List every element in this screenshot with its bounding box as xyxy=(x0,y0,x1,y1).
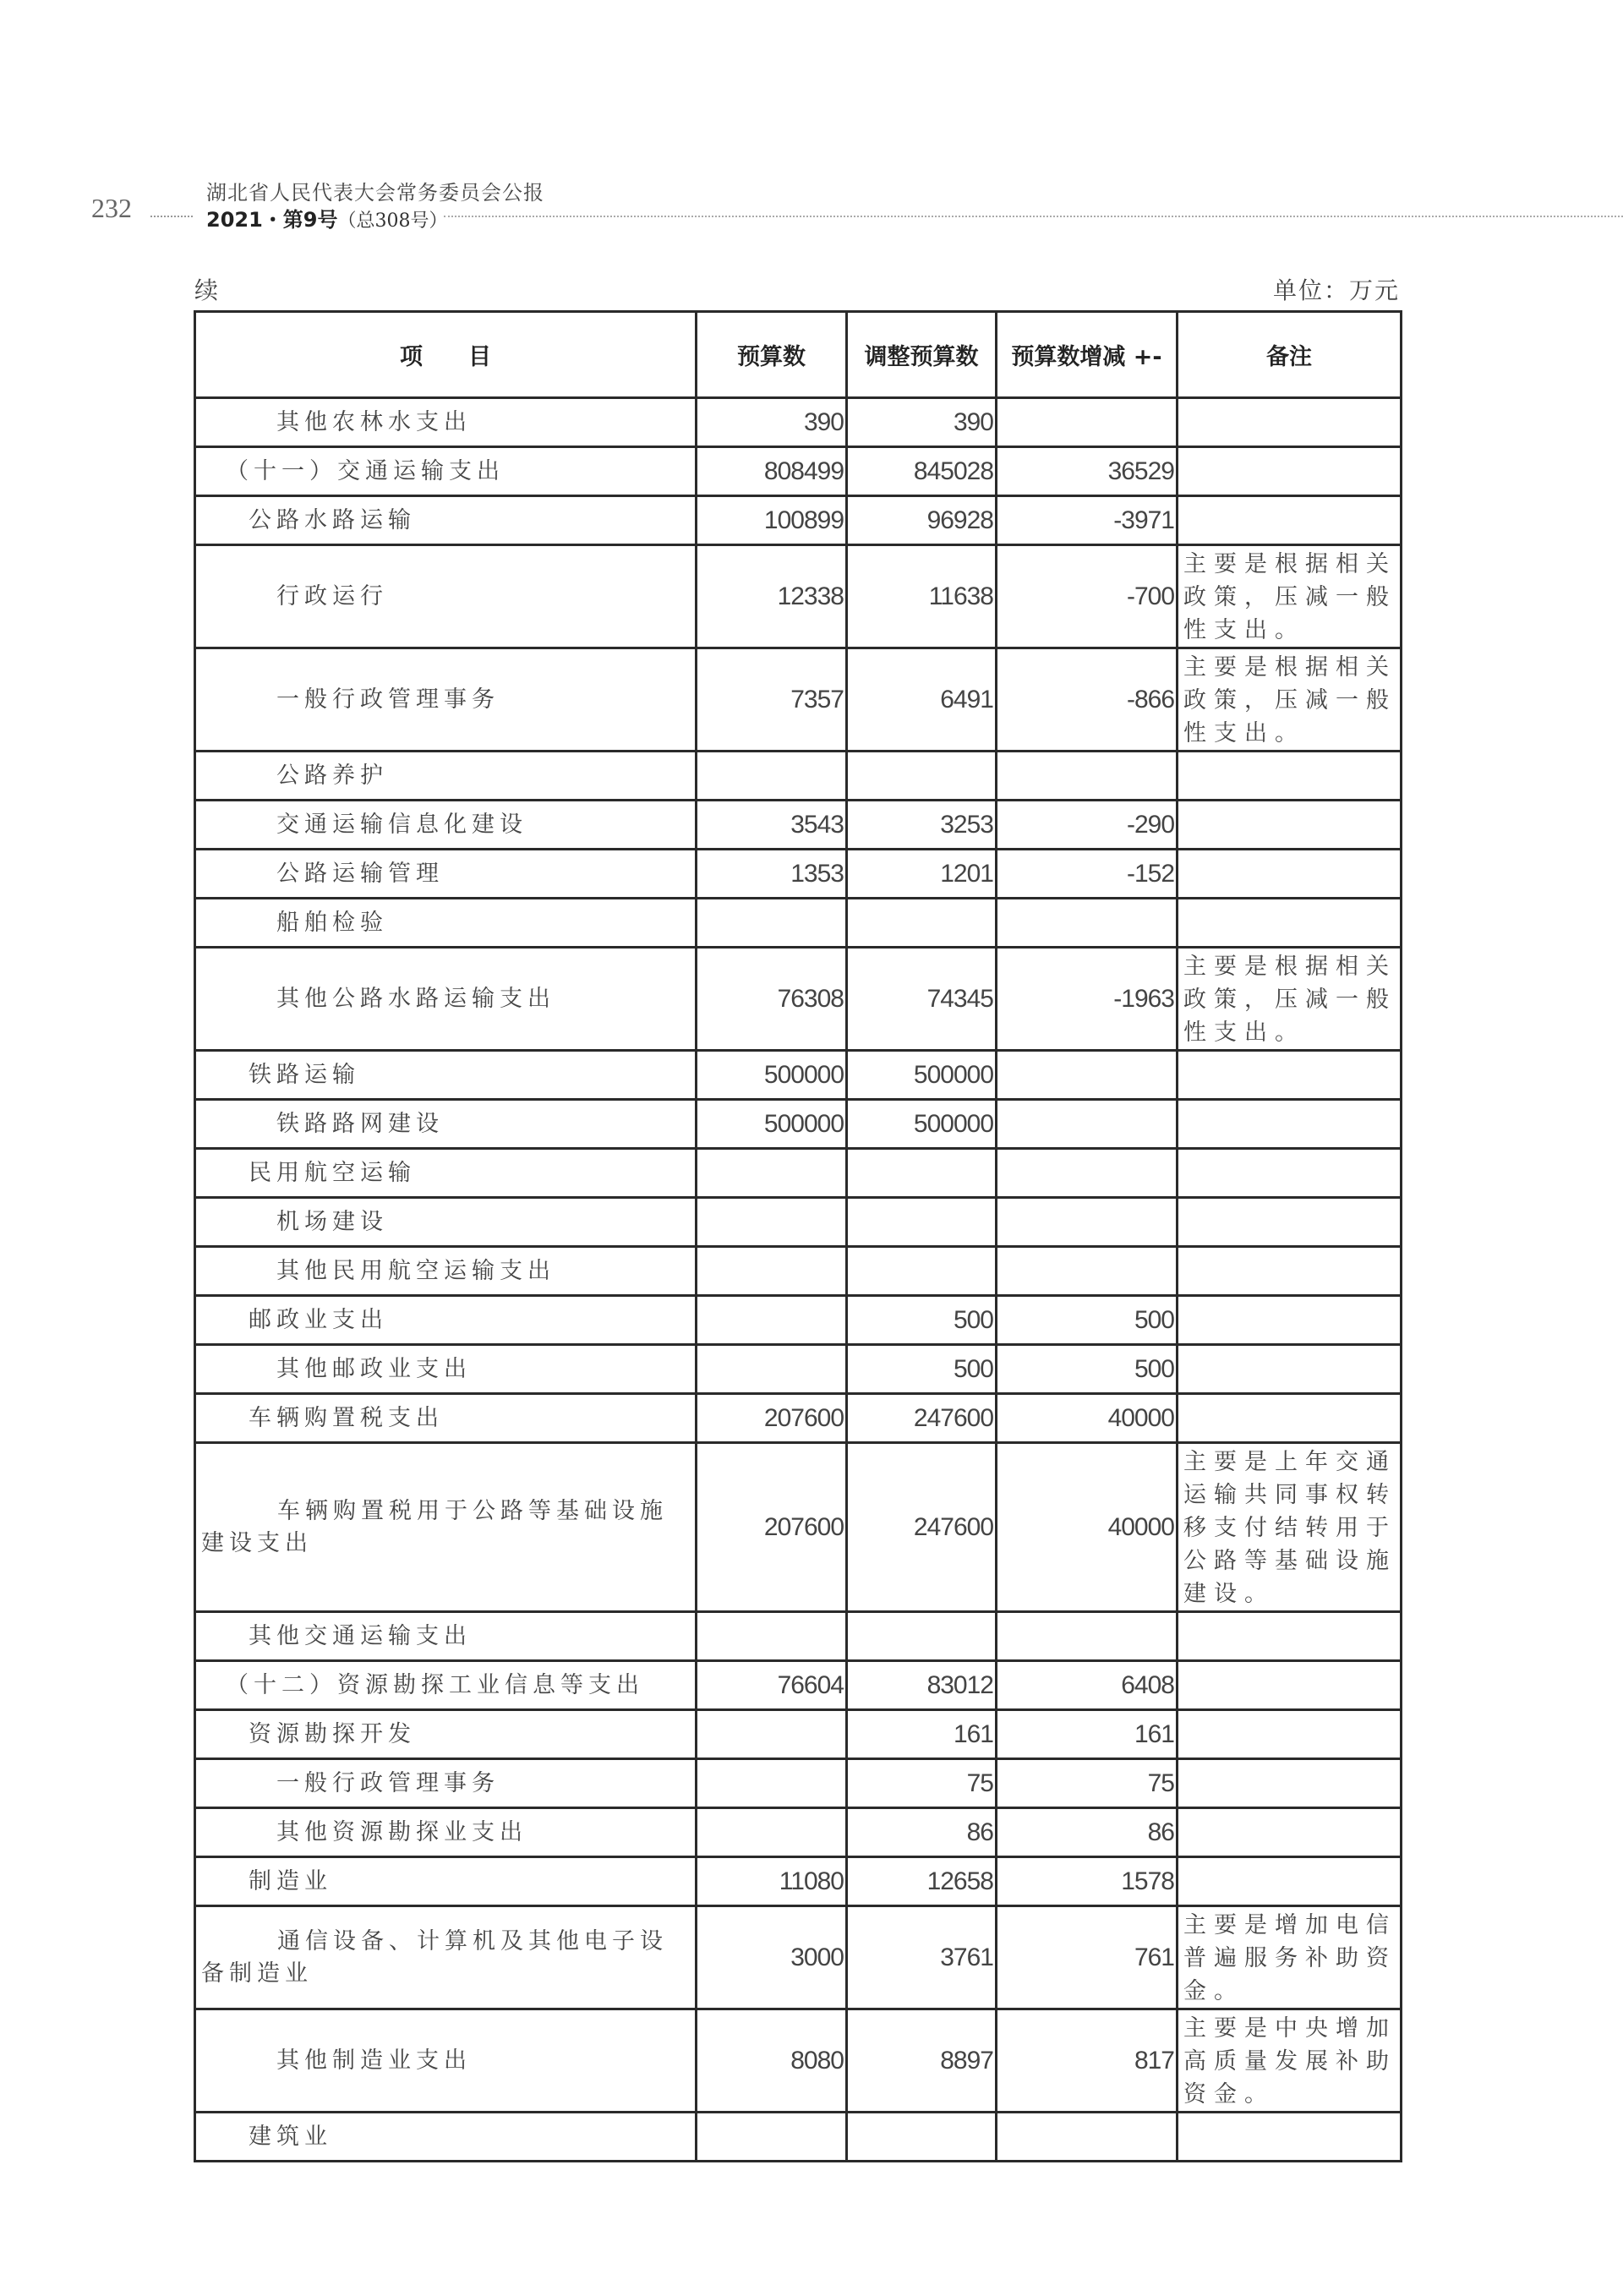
row-change-value: -866 xyxy=(997,648,1178,752)
col-header-adjusted: 调整预算数 xyxy=(847,312,997,398)
row-change-value: 86 xyxy=(997,1808,1178,1857)
table-row xyxy=(195,398,1402,447)
row-adjusted-value: 500000 xyxy=(847,1051,997,1100)
row-item-name: 其他资源勘探业支出 xyxy=(195,1808,697,1857)
row-adjusted-value xyxy=(847,752,997,801)
row-item-name: 交通运输信息化建设 xyxy=(195,801,697,850)
row-budget-value: 500000 xyxy=(697,1051,847,1100)
table-row xyxy=(195,1100,1402,1149)
table-row xyxy=(195,1857,1402,1906)
row-adjusted-value: 247600 xyxy=(847,1394,997,1443)
row-change-value: 500 xyxy=(997,1345,1178,1394)
row-budget-value xyxy=(697,899,847,948)
journal-title: 湖北省人民代表大会常务委员会公报 xyxy=(206,181,544,205)
row-adjusted-value: 8897 xyxy=(847,2009,997,2113)
row-budget-value: 207600 xyxy=(697,1394,847,1443)
row-change-value: 1578 xyxy=(997,1857,1178,1906)
table-row xyxy=(195,2009,1402,2113)
row-change-value: 40000 xyxy=(997,1394,1178,1443)
row-item-name: 其他制造业支出 xyxy=(195,2009,697,2113)
row-item-name: 建筑业 xyxy=(195,2113,697,2162)
table-row xyxy=(195,1051,1402,1100)
row-budget-value: 500000 xyxy=(697,1100,847,1149)
row-note xyxy=(1178,850,1402,899)
row-change-value: 36529 xyxy=(997,447,1178,496)
table-row xyxy=(195,948,1402,1051)
row-change-value xyxy=(997,1149,1178,1198)
row-budget-value xyxy=(697,1759,847,1808)
table-row xyxy=(195,648,1402,752)
row-budget-value xyxy=(697,1710,847,1759)
row-adjusted-value: 74345 xyxy=(847,948,997,1051)
row-budget-value: 207600 xyxy=(697,1443,847,1612)
row-adjusted-value xyxy=(847,2113,997,2162)
row-change-value xyxy=(997,1051,1178,1100)
row-budget-value xyxy=(697,1808,847,1857)
row-note xyxy=(1178,1100,1402,1149)
row-item-name: 一般行政管理事务 xyxy=(195,648,697,752)
row-change-value: -700 xyxy=(997,545,1178,648)
row-note xyxy=(1178,752,1402,801)
row-budget-value: 12338 xyxy=(697,545,847,648)
table-row xyxy=(195,1345,1402,1394)
row-adjusted-value xyxy=(847,899,997,948)
col-header-note: 备注 xyxy=(1178,312,1402,398)
row-item-name: 公路运输管理 xyxy=(195,850,697,899)
row-note: 主要是中央增加高质量发展补助资金。 xyxy=(1178,2009,1402,2113)
row-note xyxy=(1178,1149,1402,1198)
row-change-value: -1963 xyxy=(997,948,1178,1051)
row-change-value xyxy=(997,752,1178,801)
row-adjusted-value: 500000 xyxy=(847,1100,997,1149)
continued-label: 续 xyxy=(194,276,219,304)
table-row xyxy=(195,1612,1402,1661)
row-adjusted-value xyxy=(847,1247,997,1296)
issue-line xyxy=(206,203,448,232)
row-change-value: -290 xyxy=(997,801,1178,850)
row-adjusted-value: 390 xyxy=(847,398,997,447)
row-budget-value xyxy=(697,1198,847,1247)
row-item-name: 其他公路水路运输支出 xyxy=(195,948,697,1051)
row-change-value: 6408 xyxy=(997,1661,1178,1710)
issue-total: （总308号） xyxy=(337,210,448,232)
table-row xyxy=(195,1443,1402,1612)
table-row xyxy=(195,801,1402,850)
row-adjusted-value: 3253 xyxy=(847,801,997,850)
issue-number: 2021・第9号 xyxy=(206,208,338,232)
row-budget-value: 808499 xyxy=(697,447,847,496)
row-item-name: 铁路运输 xyxy=(195,1051,697,1100)
row-item-name: 其他邮政业支出 xyxy=(195,1345,697,1394)
row-note: 主要是根据相关政策，压减一般性支出。 xyxy=(1178,545,1402,648)
table-row xyxy=(195,1808,1402,1857)
row-adjusted-value: 247600 xyxy=(847,1443,997,1612)
row-item-name: 其他民用航空运输支出 xyxy=(195,1247,697,1296)
row-item-name: 机场建设 xyxy=(195,1198,697,1247)
row-adjusted-value: 500 xyxy=(847,1296,997,1345)
row-budget-value: 3543 xyxy=(697,801,847,850)
table-row xyxy=(195,850,1402,899)
row-note xyxy=(1178,496,1402,545)
header-rule-left xyxy=(150,216,193,217)
row-budget-value: 11080 xyxy=(697,1857,847,1906)
table-row xyxy=(195,1906,1402,2009)
row-item-name: 制造业 xyxy=(195,1857,697,1906)
row-item-name: 一般行政管理事务 xyxy=(195,1759,697,1808)
row-item-name: 其他交通运输支出 xyxy=(195,1612,697,1661)
row-budget-value xyxy=(697,1149,847,1198)
table-row xyxy=(195,545,1402,648)
row-adjusted-value: 3761 xyxy=(847,1906,997,2009)
row-budget-value: 3000 xyxy=(697,1906,847,2009)
row-adjusted-value xyxy=(847,1149,997,1198)
row-adjusted-value: 161 xyxy=(847,1710,997,1759)
row-item-name: 公路水路运输 xyxy=(195,496,697,545)
row-adjusted-value: 500 xyxy=(847,1345,997,1394)
row-budget-value xyxy=(697,2113,847,2162)
table-row xyxy=(195,899,1402,948)
row-adjusted-value: 11638 xyxy=(847,545,997,648)
row-note xyxy=(1178,1345,1402,1394)
row-note xyxy=(1178,1198,1402,1247)
row-item-name: 车辆购置税支出 xyxy=(195,1394,697,1443)
row-budget-value: 1353 xyxy=(697,850,847,899)
row-change-value: 761 xyxy=(997,1906,1178,2009)
row-note xyxy=(1178,1808,1402,1857)
row-change-value xyxy=(997,1247,1178,1296)
table-row xyxy=(195,1247,1402,1296)
row-budget-value xyxy=(697,1345,847,1394)
table-row xyxy=(195,1759,1402,1808)
row-budget-value xyxy=(697,1247,847,1296)
row-budget-value: 8080 xyxy=(697,2009,847,2113)
table-row xyxy=(195,1198,1402,1247)
row-note xyxy=(1178,1247,1402,1296)
row-item-name: （十一）交通运输支出 xyxy=(195,447,697,496)
row-budget-value: 390 xyxy=(697,398,847,447)
row-change-value xyxy=(997,1612,1178,1661)
row-adjusted-value: 12658 xyxy=(847,1857,997,1906)
table-row xyxy=(195,1296,1402,1345)
row-budget-value xyxy=(697,1612,847,1661)
col-header-change: 预算数增减 +- xyxy=(997,312,1178,398)
table-row xyxy=(195,496,1402,545)
row-item-name: 邮政业支出 xyxy=(195,1296,697,1345)
row-item-name: （十二）资源勘探工业信息等支出 xyxy=(195,1661,697,1710)
row-note xyxy=(1178,1051,1402,1100)
row-item-name: 铁路路网建设 xyxy=(195,1100,697,1149)
unit-label: 单位：万元 xyxy=(1272,276,1400,304)
row-budget-value: 76308 xyxy=(697,948,847,1051)
row-change-value xyxy=(997,899,1178,948)
table-row xyxy=(195,1661,1402,1710)
table-row xyxy=(195,1710,1402,1759)
row-adjusted-value: 6491 xyxy=(847,648,997,752)
row-change-value xyxy=(997,1198,1178,1247)
row-adjusted-value: 86 xyxy=(847,1808,997,1857)
row-item-name: 行政运行 xyxy=(195,545,697,648)
row-note xyxy=(1178,1759,1402,1808)
row-adjusted-value: 1201 xyxy=(847,850,997,899)
header-rule-right xyxy=(444,216,1623,217)
row-change-value: 40000 xyxy=(997,1443,1178,1612)
row-item-name: 通信设备、计算机及其他电子设备制造业 xyxy=(195,1906,697,2009)
row-note: 主要是增加电信普遍服务补助资金。 xyxy=(1178,1906,1402,2009)
row-adjusted-value xyxy=(847,1198,997,1247)
col-header-budget: 预算数 xyxy=(697,312,847,398)
row-change-value: 161 xyxy=(997,1710,1178,1759)
table-row xyxy=(195,752,1402,801)
table-body xyxy=(195,398,1402,2162)
table-header-row xyxy=(195,312,1402,398)
row-note: 主要是根据相关政策，压减一般性支出。 xyxy=(1178,648,1402,752)
row-note xyxy=(1178,1612,1402,1661)
row-note xyxy=(1178,801,1402,850)
page-number: 232 xyxy=(91,193,132,223)
table-row xyxy=(195,2113,1402,2162)
row-item-name: 车辆购置税用于公路等基础设施建设支出 xyxy=(195,1443,697,1612)
row-adjusted-value: 83012 xyxy=(847,1661,997,1710)
row-note xyxy=(1178,1394,1402,1443)
row-change-value: 500 xyxy=(997,1296,1178,1345)
row-budget-value: 100899 xyxy=(697,496,847,545)
row-note xyxy=(1178,1857,1402,1906)
row-item-name: 公路养护 xyxy=(195,752,697,801)
row-item-name: 民用航空运输 xyxy=(195,1149,697,1198)
row-note: 主要是上年交通运输共同事权转移支付结转用于公路等基础设施建设。 xyxy=(1178,1443,1402,1612)
row-change-value: -3971 xyxy=(997,496,1178,545)
row-note xyxy=(1178,1296,1402,1345)
row-adjusted-value xyxy=(847,1612,997,1661)
table-row xyxy=(195,1394,1402,1443)
row-change-value xyxy=(997,398,1178,447)
row-item-name: 其他农林水支出 xyxy=(195,398,697,447)
row-change-value: 817 xyxy=(997,2009,1178,2113)
table-row xyxy=(195,1149,1402,1198)
row-note xyxy=(1178,1710,1402,1759)
row-note: 主要是根据相关政策，压减一般性支出。 xyxy=(1178,948,1402,1051)
row-change-value: 75 xyxy=(997,1759,1178,1808)
col-header-item: 项 目 xyxy=(195,312,697,398)
row-budget-value xyxy=(697,752,847,801)
row-note xyxy=(1178,398,1402,447)
row-note xyxy=(1178,2113,1402,2162)
row-budget-value: 7357 xyxy=(697,648,847,752)
table-row xyxy=(195,447,1402,496)
row-note xyxy=(1178,899,1402,948)
row-note xyxy=(1178,1661,1402,1710)
row-note xyxy=(1178,447,1402,496)
row-budget-value: 76604 xyxy=(697,1661,847,1710)
row-adjusted-value: 75 xyxy=(847,1759,997,1808)
row-change-value xyxy=(997,2113,1178,2162)
row-adjusted-value: 96928 xyxy=(847,496,997,545)
row-adjusted-value: 845028 xyxy=(847,447,997,496)
budget-table xyxy=(194,310,1402,2162)
row-budget-value xyxy=(697,1296,847,1345)
row-item-name: 资源勘探开发 xyxy=(195,1710,697,1759)
row-item-name: 船舶检验 xyxy=(195,899,697,948)
row-change-value xyxy=(997,1100,1178,1149)
row-change-value: -152 xyxy=(997,850,1178,899)
